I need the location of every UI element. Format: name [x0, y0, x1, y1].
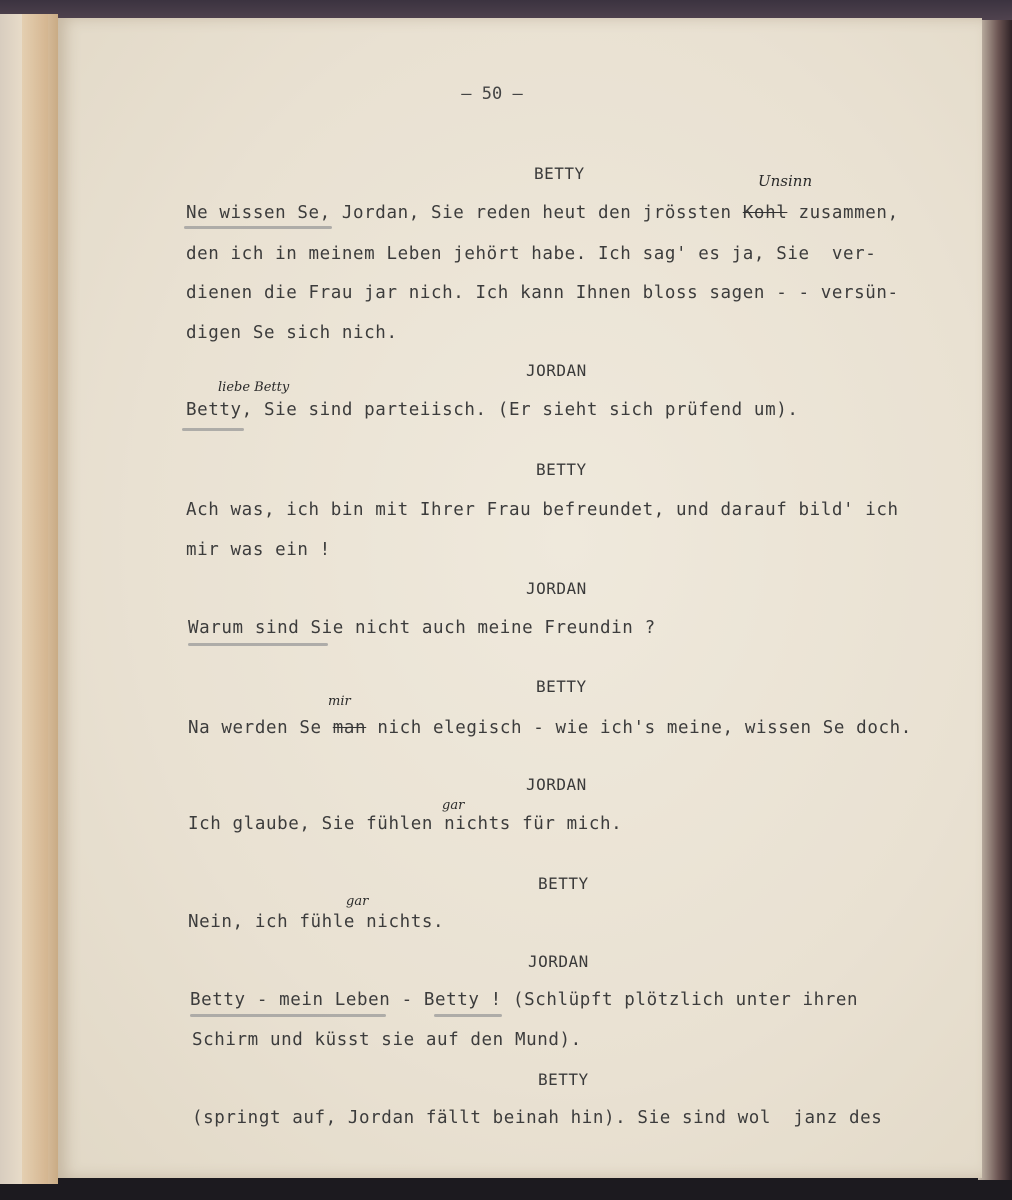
manuscript-page: [58, 18, 982, 1178]
handwritten-correction: Unsinn: [758, 172, 813, 190]
pencil-underline: [190, 1014, 386, 1017]
handwritten-correction: mir: [328, 694, 351, 709]
dialogue-line: Schirm und küsst sie auf den Mund).: [192, 1030, 582, 1050]
handwritten-insertion: gar: [442, 798, 465, 813]
dialogue-line: den ich in meinem Leben jehört habe. Ich sag' es ja, Sie ver-: [186, 244, 877, 264]
dialogue-line: mir was ein !: [186, 540, 331, 560]
dialogue-line: Ach was, ich bin mit Ihrer Frau befreundet, und darauf bild' ich: [186, 500, 899, 520]
page-number: – 50 –: [461, 84, 523, 104]
dialogue-line: Betty - mein Leben - Betty ! (Schlüpft plötzlich unter ihren: [190, 990, 859, 1010]
dialogue-line: digen Se sich nich.: [186, 323, 398, 343]
dialogue-line: Na werden Se man nich elegisch - wie ich's meine, wissen Se doch.: [188, 718, 912, 738]
dialogue-line: Warum sind Sie nicht auch meine Freundin ?: [188, 618, 656, 638]
dialogue-line: Ich glaube, Sie fühlen nichts für mich.: [188, 814, 623, 834]
speaker-name: JORDAN: [526, 579, 587, 598]
dialogue-line: Betty, Sie sind parteiisch. (Er sieht sich prüfend um).: [186, 400, 799, 420]
speaker-name: JORDAN: [528, 952, 589, 971]
dialogue-line: Ne wissen Se, Jordan, Sie reden heut den jrössten Kohl zusammen,: [186, 203, 899, 223]
speaker-name: BETTY: [536, 677, 587, 696]
left-page-shadow: [22, 14, 48, 1184]
speaker-name: BETTY: [538, 1070, 589, 1089]
pencil-underline: [434, 1014, 502, 1017]
speaker-name: BETTY: [538, 874, 589, 893]
handwritten-insertion: liebe Betty: [218, 380, 290, 395]
speaker-name: BETTY: [534, 164, 585, 183]
pencil-underline: [184, 226, 332, 229]
dialogue-line: (springt auf, Jordan fällt beinah hin). Sie sind wol janz des: [192, 1108, 883, 1128]
handwritten-insertion: gar: [346, 894, 369, 909]
pencil-underline: [182, 428, 244, 431]
speaker-name: JORDAN: [526, 775, 587, 794]
pencil-underline: [188, 643, 328, 646]
dialogue-line: Nein, ich fühle nichts.: [188, 912, 445, 932]
speaker-name: JORDAN: [526, 361, 587, 380]
dialogue-line: dienen die Frau jar nich. Ich kann Ihnen bloss sagen - - versün-: [186, 283, 899, 303]
speaker-name: BETTY: [536, 460, 587, 479]
right-page-edge: [978, 20, 1012, 1180]
